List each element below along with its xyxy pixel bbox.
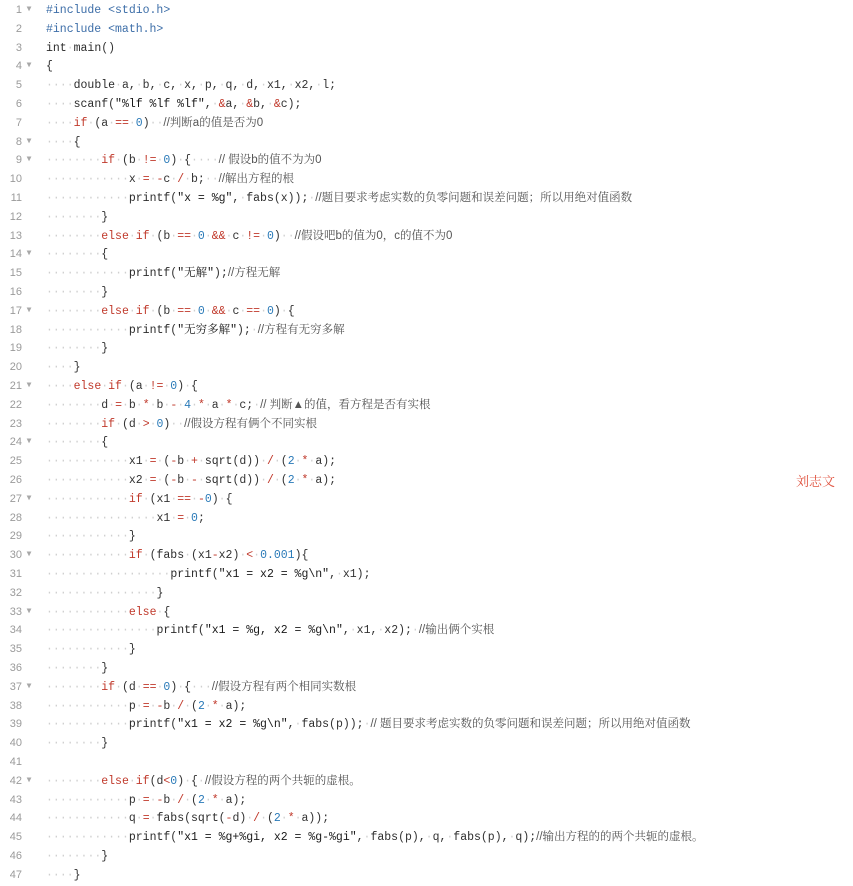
code-text: ················} xyxy=(46,586,164,600)
code-line[interactable] xyxy=(0,132,853,151)
code-text: ········if·(d·>·0)··//假设方程有俩个不同实根 xyxy=(46,417,318,431)
code-line[interactable] xyxy=(0,771,853,790)
code-text: ····} xyxy=(46,361,81,375)
code-line[interactable] xyxy=(0,169,853,188)
line-number: 18 xyxy=(9,323,22,336)
line-number: 26 xyxy=(9,474,22,486)
code-text: ············x1·=·(-b·+·sqrt(d))·/·(2·*·a); xyxy=(46,455,337,469)
line-number: 3 xyxy=(15,41,22,54)
code-text: ············p·=·-b·/·(2·*·a); xyxy=(46,793,247,807)
code-line[interactable] xyxy=(0,620,853,639)
code-line[interactable] xyxy=(0,94,853,113)
code-text: ········} xyxy=(46,850,109,863)
chevron-down-icon[interactable]: ▼ xyxy=(26,774,32,784)
line-number: 21 xyxy=(9,380,22,392)
code-line[interactable] xyxy=(0,677,853,696)
code-text: ····double·a,·b,·c,·x,·p,·q,·d,·x1,·x2,·l; xyxy=(46,79,337,93)
line-number: 25 xyxy=(9,455,22,468)
line-number: 17 xyxy=(9,304,22,317)
line-number: 1 xyxy=(15,4,22,16)
code-line[interactable] xyxy=(0,827,853,846)
code-text: ············if·(x1·==·-0)·{ xyxy=(46,492,233,506)
code-text: ············printf("x1 = x2 = %g\n",·fabs(p));·// 题目要求考虑实数的负零问题和误差问题；所以用绝对值函数 xyxy=(46,718,691,732)
code-line[interactable] xyxy=(0,470,853,489)
line-number: 6 xyxy=(15,98,22,110)
code-line[interactable] xyxy=(0,752,853,771)
line-number: 5 xyxy=(15,79,22,92)
chevron-down-icon[interactable]: ▼ xyxy=(26,380,32,389)
code-line[interactable] xyxy=(0,301,853,320)
code-line[interactable] xyxy=(0,526,853,545)
code-text: ········} xyxy=(46,737,109,751)
line-number: 30 xyxy=(9,549,22,562)
code-text: ············if·(fabs·(x1-x2)·<·0.001){ xyxy=(46,549,309,563)
chevron-down-icon[interactable]: ▼ xyxy=(26,304,32,314)
code-line[interactable] xyxy=(0,733,853,752)
code-text: #include <stdio.h> xyxy=(46,4,171,17)
line-number: 37 xyxy=(9,680,22,693)
code-text: ············} xyxy=(46,643,136,657)
code-line[interactable] xyxy=(0,432,853,451)
code-line[interactable] xyxy=(0,338,853,357)
chevron-down-icon[interactable]: ▼ xyxy=(26,436,32,446)
code-text: ············printf("无穷多解");·//方程有无穷多解 xyxy=(46,323,345,337)
chevron-down-icon[interactable]: ▼ xyxy=(26,60,32,70)
line-number: 16 xyxy=(9,286,22,298)
line-number: 42 xyxy=(9,774,22,787)
code-line[interactable] xyxy=(0,790,853,809)
code-line[interactable] xyxy=(0,508,853,527)
code-text: ········else·if·(b·==·0·&&·c·==·0)·{ xyxy=(46,304,295,318)
code-line[interactable] xyxy=(0,207,853,226)
line-number: 36 xyxy=(9,662,22,674)
line-number: 19 xyxy=(9,342,22,355)
line-number: 29 xyxy=(9,530,22,543)
line-number: 9 xyxy=(15,154,22,167)
line-number: 7 xyxy=(15,116,22,129)
line-number: 22 xyxy=(9,398,22,411)
chevron-down-icon[interactable]: ▼ xyxy=(26,680,32,690)
code-line[interactable] xyxy=(0,696,853,715)
code-text: ········d·=·b·*·b·-·4·*·a·*·c;·// 判断▲的值，看方程是否有实根 xyxy=(46,398,431,412)
code-line[interactable] xyxy=(0,564,853,583)
code-text: ····if·(a·==·0)··//判断a的值是否为0 xyxy=(46,116,264,130)
code-line[interactable] xyxy=(0,188,853,207)
line-number: 12 xyxy=(9,210,22,223)
code-text: { xyxy=(46,60,53,74)
line-number: 10 xyxy=(9,173,22,186)
line-number: 11 xyxy=(10,192,22,204)
line-number: 43 xyxy=(9,793,22,806)
line-number: 31 xyxy=(9,568,22,580)
chevron-down-icon[interactable]: ▼ xyxy=(26,4,32,13)
code-text: ········if·(d·==·0)·{···//假设方程有两个相同实数根 xyxy=(46,680,357,694)
code-text: ····{ xyxy=(46,135,81,149)
line-number: 33 xyxy=(9,605,22,618)
code-line[interactable] xyxy=(0,0,853,19)
code-line[interactable] xyxy=(0,150,853,169)
code-line[interactable] xyxy=(0,808,853,827)
code-line[interactable] xyxy=(0,244,853,263)
code-text: ····} xyxy=(46,868,81,882)
code-line[interactable] xyxy=(0,19,853,38)
line-number: 39 xyxy=(9,718,22,731)
code-line[interactable] xyxy=(0,226,853,245)
line-number: 45 xyxy=(9,831,22,844)
code-text: int·main() xyxy=(46,41,116,55)
code-text: ············x2·=·(-b·-·sqrt(d))·/·(2·*·a); xyxy=(46,474,337,487)
code-line[interactable] xyxy=(0,113,853,132)
code-line[interactable] xyxy=(0,545,853,564)
code-text: ····scanf("%lf %lf %lf",·&a,·&b,·&c); xyxy=(46,98,302,111)
code-text: ········{ xyxy=(46,248,109,262)
code-text: ····else·if·(a·!=·0)·{ xyxy=(46,380,198,393)
code-text: ············else·{ xyxy=(46,605,171,619)
code-line[interactable] xyxy=(0,376,853,395)
code-line[interactable] xyxy=(0,846,853,865)
code-text: ········} xyxy=(46,210,109,224)
code-line[interactable] xyxy=(0,865,853,884)
code-text: ········else·if·(b·==·0·&&·c·!=·0)··//假设吧b的值为0，c的值不为0 xyxy=(46,229,453,243)
chevron-down-icon[interactable]: ▼ xyxy=(26,605,32,615)
code-text: ········{ xyxy=(46,436,109,450)
code-line[interactable] xyxy=(0,602,853,621)
code-line[interactable] xyxy=(0,639,853,658)
line-number: 44 xyxy=(9,812,22,825)
line-number: 23 xyxy=(9,417,22,430)
code-text: #include <math.h> xyxy=(46,22,164,36)
chevron-down-icon[interactable]: ▼ xyxy=(26,135,32,145)
code-line[interactable] xyxy=(0,282,853,301)
code-text: ············p·=·-b·/·(2·*·a); xyxy=(46,699,247,713)
line-number: 2 xyxy=(15,22,22,35)
code-text: ············printf("x1 = %g+%gi, x2 = %g-%gi",·fabs(p),·q,·fabs(p),·q);//输出方程的的两个共轭的虚根。 xyxy=(46,831,704,845)
code-line[interactable] xyxy=(0,583,853,602)
code-text: ········} xyxy=(46,286,109,299)
code-line[interactable] xyxy=(0,714,853,733)
code-line[interactable] xyxy=(0,38,853,57)
line-number: 28 xyxy=(9,511,22,524)
code-text: ········} xyxy=(46,662,109,675)
line-number: 32 xyxy=(9,586,22,599)
code-text: ················x1·=·0; xyxy=(46,511,205,525)
code-text: ············x·=·-c·/·b;··//解出方程的根 xyxy=(46,173,295,187)
line-number: 41 xyxy=(9,756,22,768)
line-number: 46 xyxy=(9,850,22,862)
chevron-down-icon[interactable]: ▼ xyxy=(26,549,32,559)
code-text: ··················printf("x1 = x2 = %g\n",·x1); xyxy=(46,568,371,581)
author-note: 刘志文 xyxy=(796,474,836,489)
code-line[interactable] xyxy=(0,414,853,433)
code-line[interactable] xyxy=(0,489,853,508)
chevron-down-icon[interactable]: ▼ xyxy=(26,492,32,502)
code-line[interactable] xyxy=(0,320,853,339)
line-number: 47 xyxy=(9,868,22,881)
code-text: ········} xyxy=(46,342,109,356)
line-number: 15 xyxy=(9,267,22,280)
code-text: ············q·=·fabs(sqrt(-d)·/·(2·*·a)); xyxy=(46,812,330,826)
line-number: 35 xyxy=(9,643,22,656)
line-number: 4 xyxy=(15,60,22,73)
code-text: ········if·(b·!=·0)·{····// 假设b的值不为为0 xyxy=(46,154,322,168)
code-line[interactable] xyxy=(0,75,853,94)
chevron-down-icon[interactable]: ▼ xyxy=(26,154,32,164)
code-line[interactable] xyxy=(0,395,853,414)
code-line[interactable] xyxy=(0,357,853,376)
code-line[interactable] xyxy=(0,451,853,470)
chevron-down-icon[interactable]: ▼ xyxy=(26,248,32,258)
line-number: 38 xyxy=(9,699,22,712)
line-number: 40 xyxy=(9,737,22,750)
line-number: 13 xyxy=(9,229,22,242)
code-text: ········else·if(d<0)·{·//假设方程的两个共轭的虚根。 xyxy=(46,774,361,788)
code-text: ············printf("无解");//方程无解 xyxy=(46,267,281,281)
line-number: 8 xyxy=(15,135,22,148)
line-number: 34 xyxy=(9,624,22,637)
code-text: ············printf("x = %g",·fabs(x));·//题目要求考虑实数的负零问题和误差问题；所以用绝对值函数 xyxy=(46,192,633,205)
code-text: ············} xyxy=(46,530,136,544)
line-number: 27 xyxy=(9,492,22,505)
line-number: 14 xyxy=(9,248,22,261)
line-number: 24 xyxy=(9,436,22,449)
code-line[interactable] xyxy=(0,56,853,75)
code-line[interactable] xyxy=(0,263,853,282)
line-number: 20 xyxy=(9,361,22,374)
code-line[interactable] xyxy=(0,658,853,677)
code-text: ················printf("x1 = %g, x2 = %g\n",·x1,·x2);·//输出俩个实根 xyxy=(46,624,495,638)
